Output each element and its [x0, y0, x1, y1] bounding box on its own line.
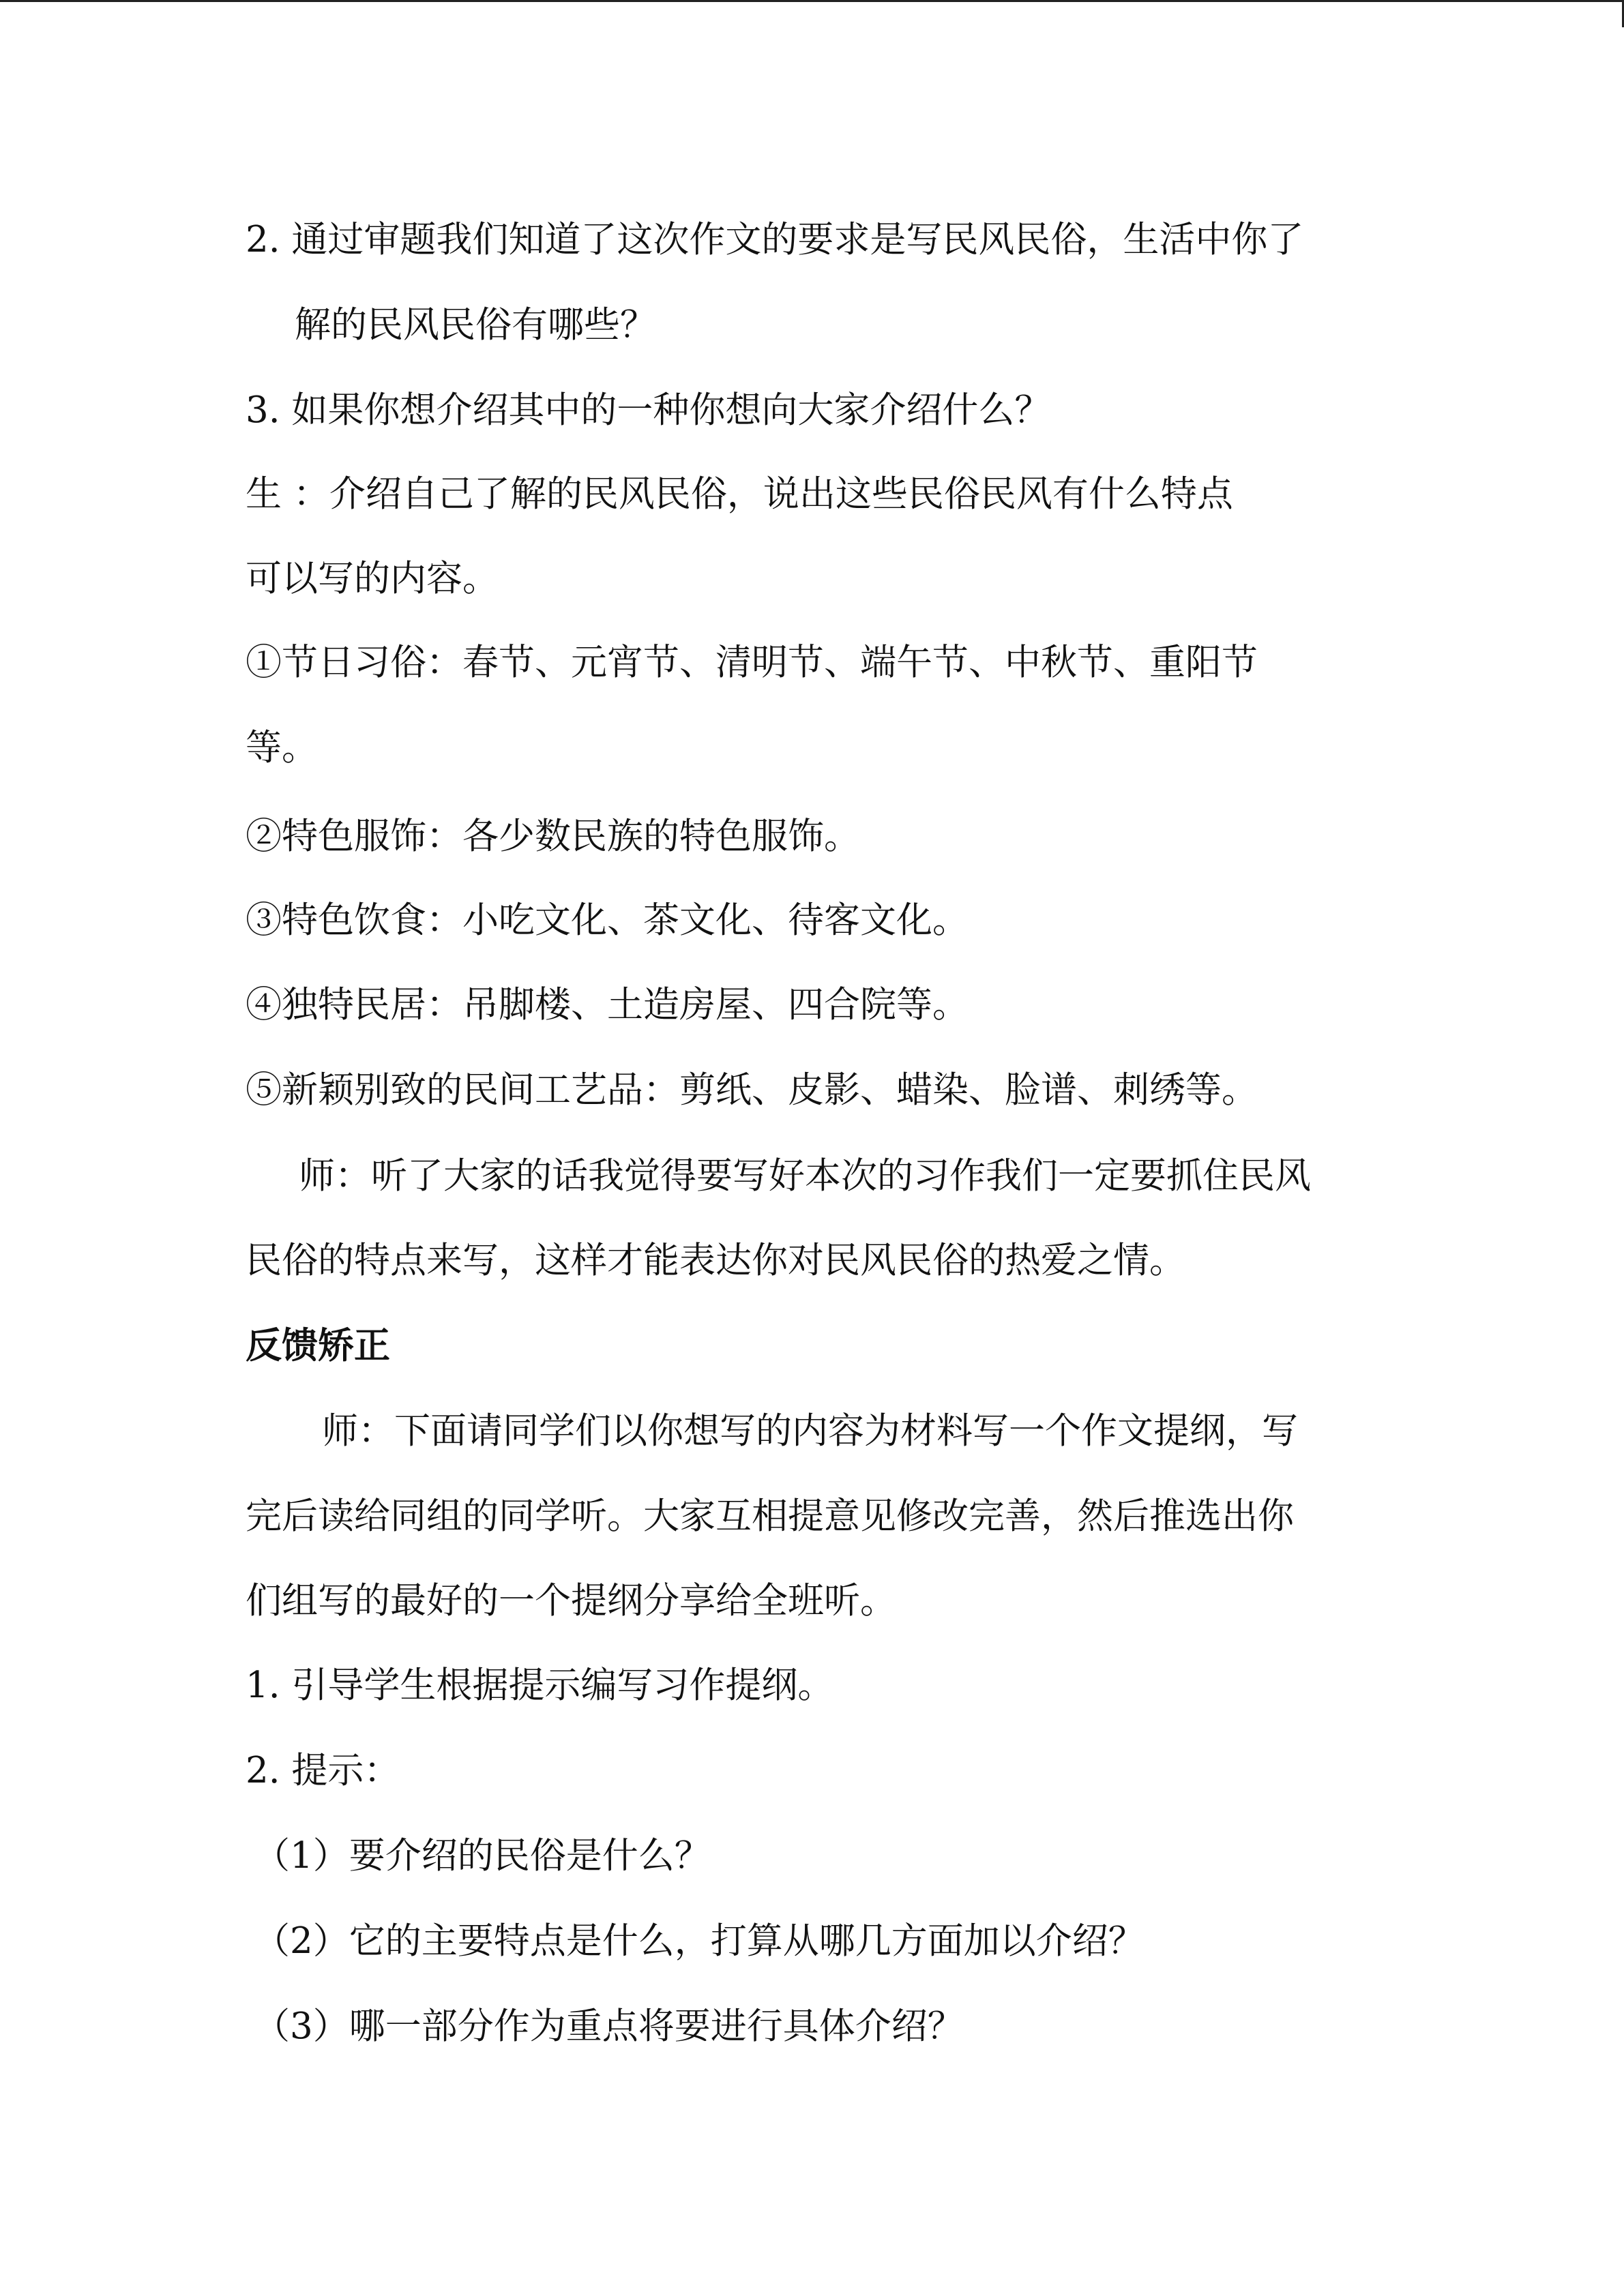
step-1: 1. 引导学生根据提示编写习作提纲。: [246, 1665, 834, 1706]
question-2-line-2: 解的民风民俗有哪些？: [295, 304, 656, 346]
item-1-line-2: 等。: [246, 727, 318, 769]
item-3: ③特色饮食：小吃文化、茶文化、待客文化。: [246, 899, 969, 941]
teacher-summary-line-2: 民俗的特点来写，这样才能表达你对民风民俗的热爱之情。: [246, 1240, 1185, 1281]
hint-3: （3）哪一部分作为重点将要进行具体介绍？: [254, 2006, 964, 2047]
question-3: 3. 如果你想介绍其中的一种你想向大家介绍什么？: [246, 389, 1051, 431]
page-top-border: [0, 0, 1624, 2]
item-2: ②特色服饰：各少数民族的特色服饰。: [246, 816, 860, 857]
teacher-summary-line-1: 师：听了大家的话我觉得要写好本次的习作我们一定要抓住民风: [299, 1155, 1311, 1197]
item-4: ④独特民居：吊脚楼、土造房屋、四合院等。: [246, 984, 969, 1026]
section-heading-feedback: 反馈矫正: [246, 1325, 390, 1367]
step-2: 2. 提示：: [246, 1750, 400, 1791]
teacher-instruction-line-2: 完后读给同组的同学听。大家互相提意见修改完善，然后推选出你: [246, 1495, 1294, 1537]
student-answer-line-1: 生 ：介绍自己了解的民风民俗，说出这些民俗民风有什么特点: [246, 473, 1233, 515]
content-intro: 可以写的内容。: [246, 558, 499, 599]
item-5: ⑤新颖别致的民间工艺品：剪纸、皮影、蜡染、脸谱、刺绣等。: [246, 1069, 1258, 1111]
hint-1: （1）要介绍的民俗是什么？: [254, 1835, 711, 1877]
item-1-line-1: ①节日习俗：春节、元宵节、清明节、端午节、中秋节、重阳节: [246, 642, 1258, 683]
hint-2: （2）它的主要特点是什么，打算从哪几方面加以介绍？: [254, 1920, 1145, 1962]
question-2-line-1: 2. 通过审题我们知道了这次作文的要求是写民风民俗，生活中你了: [246, 219, 1304, 260]
teacher-instruction-line-1: 师：下面请同学们以你想写的内容为材料写一个作文提纲，写: [322, 1410, 1298, 1452]
teacher-instruction-line-3: 们组写的最好的一个提纲分享给全班听。: [246, 1580, 896, 1622]
